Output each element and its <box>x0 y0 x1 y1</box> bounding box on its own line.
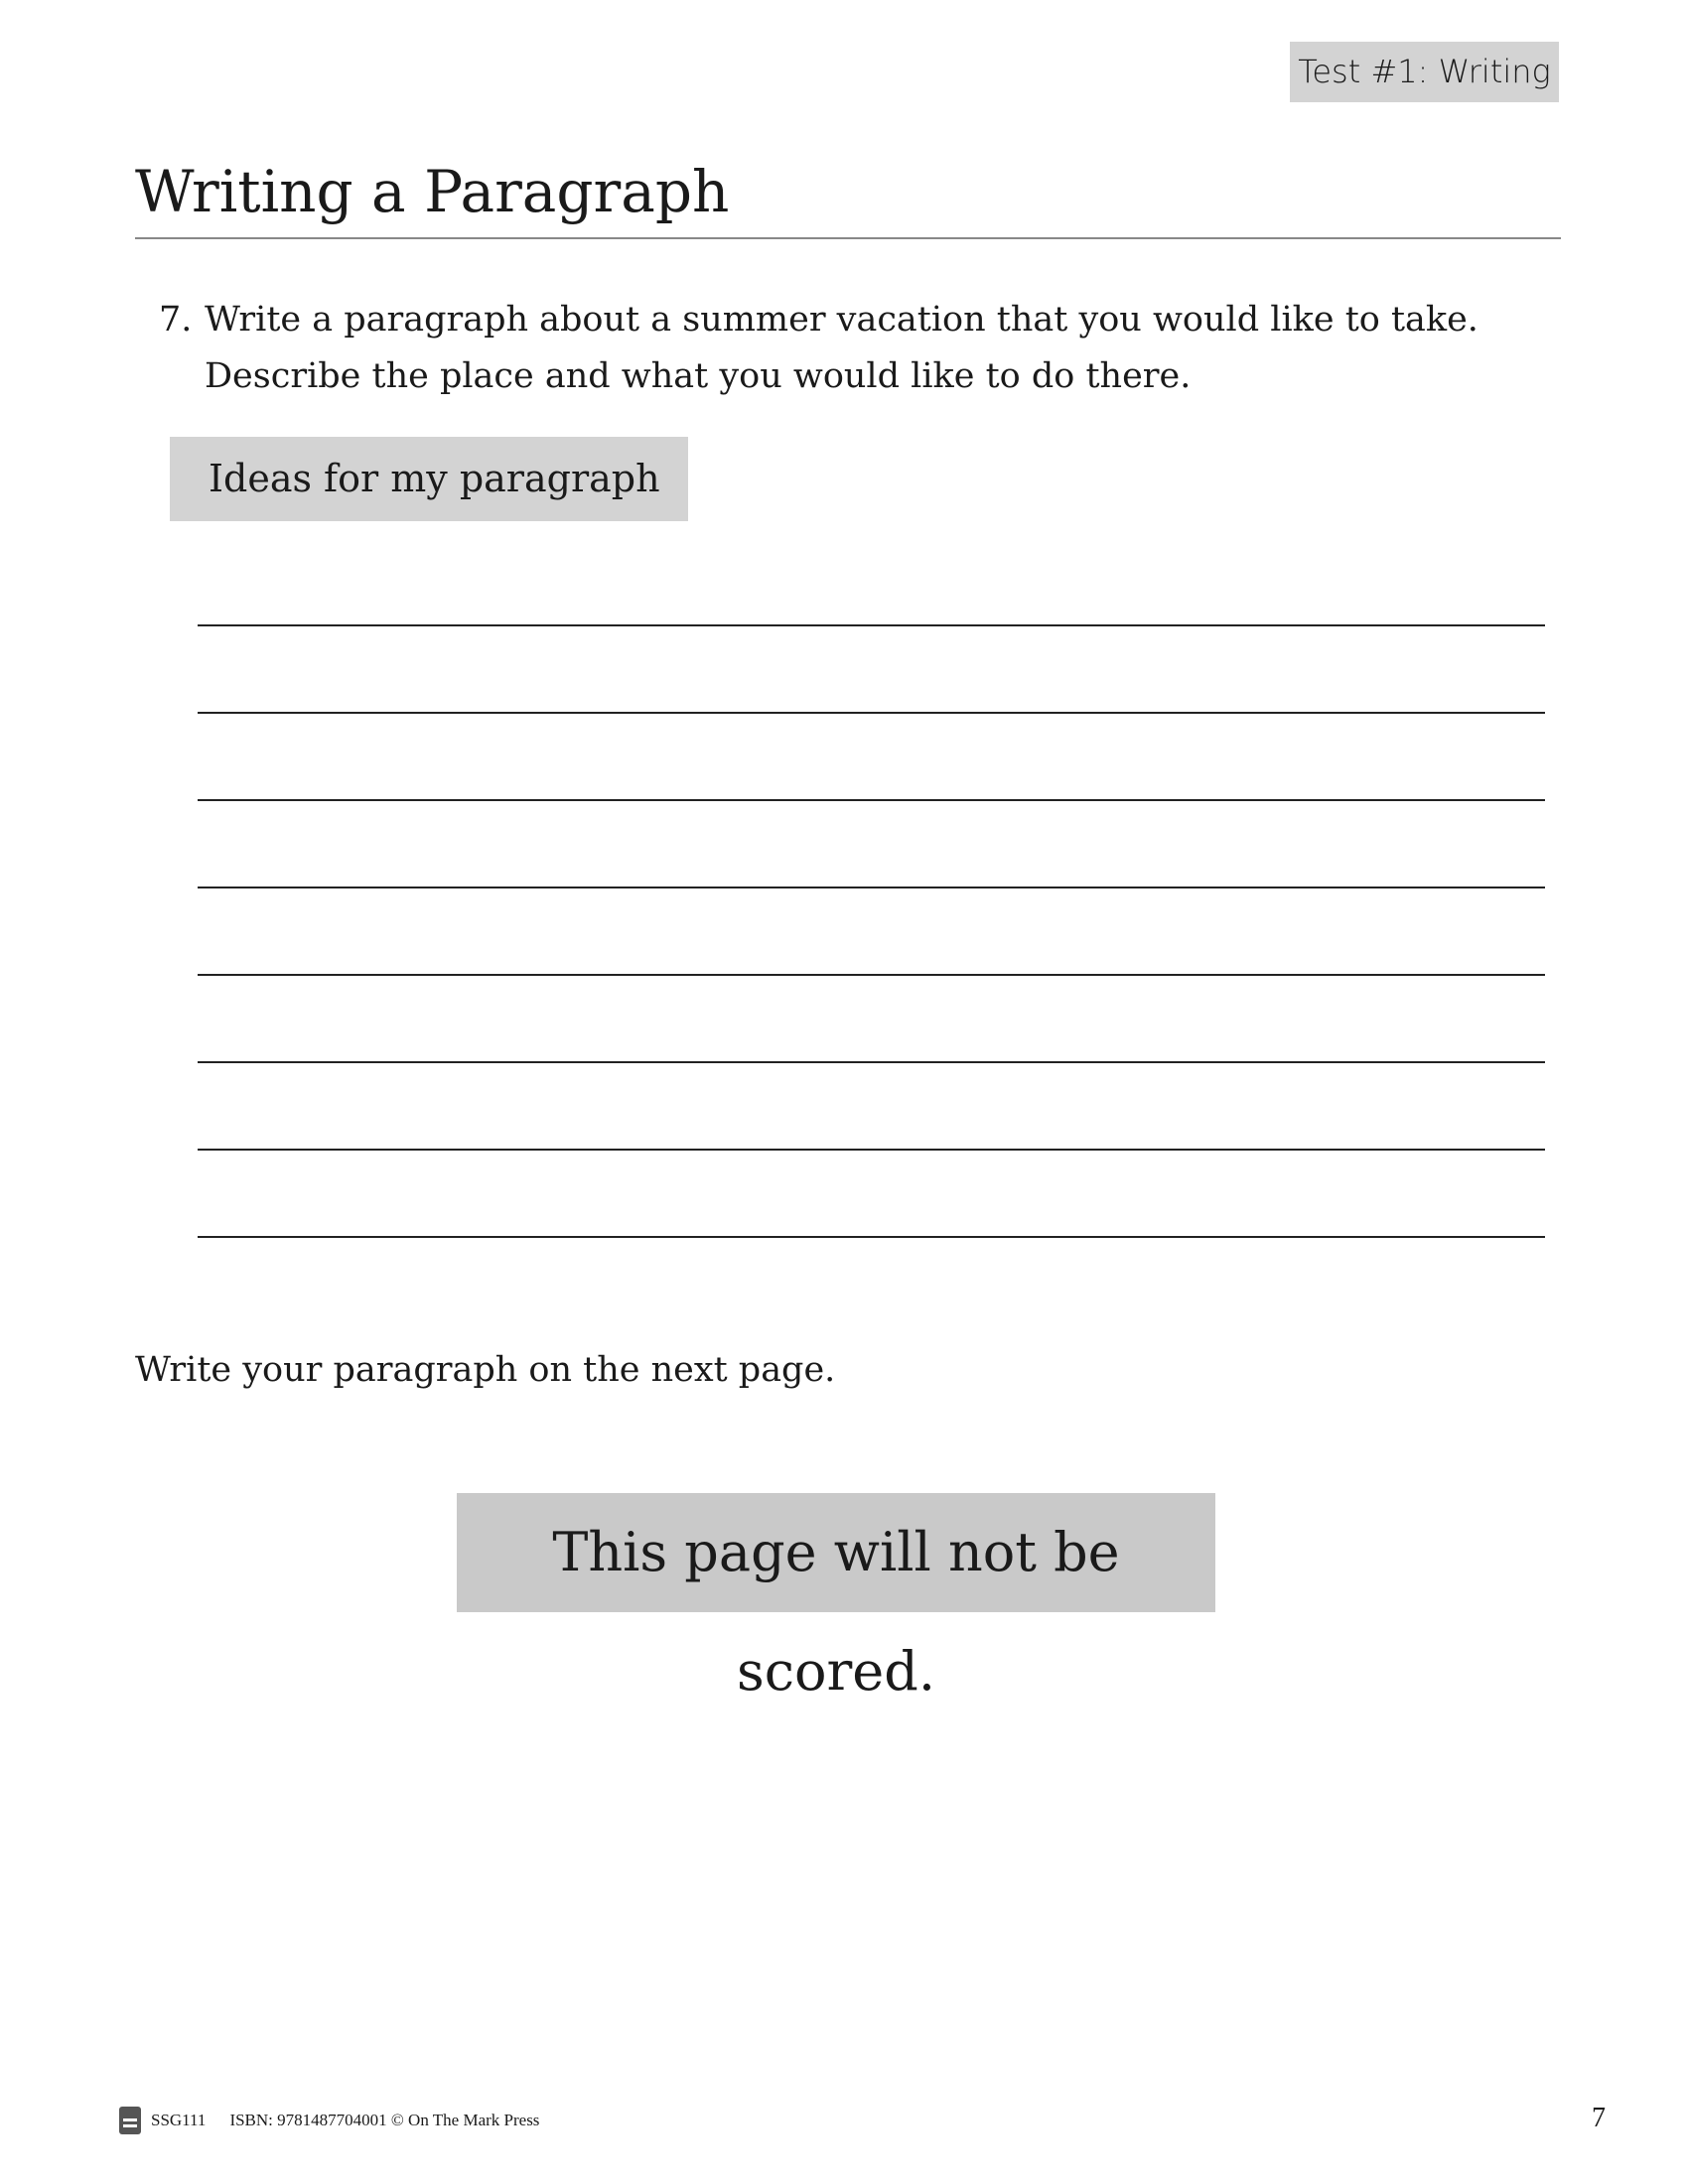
ideas-label: Ideas for my paragraph <box>170 437 688 521</box>
writing-line[interactable] <box>198 887 1545 888</box>
isbn-copyright: ISBN: 9781487704001 © On The Mark Press <box>229 2111 540 2129</box>
instruction-text: Write your paragraph on the next page. <box>135 1350 836 1390</box>
writing-line[interactable] <box>198 799 1545 801</box>
section-tag: Test #1: Writing <box>1290 42 1559 102</box>
publisher-logo-icon <box>119 2107 141 2134</box>
writing-line[interactable] <box>198 1236 1545 1238</box>
writing-line[interactable] <box>198 712 1545 714</box>
page-title: Writing a Paragraph <box>135 158 730 225</box>
writing-line[interactable] <box>198 974 1545 976</box>
product-code: SSG111 <box>151 2111 207 2129</box>
question-prompt: Write a paragraph about a summer vacation that you would like to take. Describe the place and what you would like to do there. <box>205 300 1478 396</box>
writing-line[interactable] <box>198 1149 1545 1151</box>
footer <box>119 2107 539 2134</box>
writing-line[interactable] <box>198 1061 1545 1063</box>
question-number: 7. <box>159 300 193 340</box>
writing-line[interactable] <box>198 624 1545 626</box>
page-number: 7 <box>1592 2103 1606 2133</box>
not-scored-notice: This page will not be scored. <box>457 1493 1215 1612</box>
title-divider <box>135 237 1561 239</box>
